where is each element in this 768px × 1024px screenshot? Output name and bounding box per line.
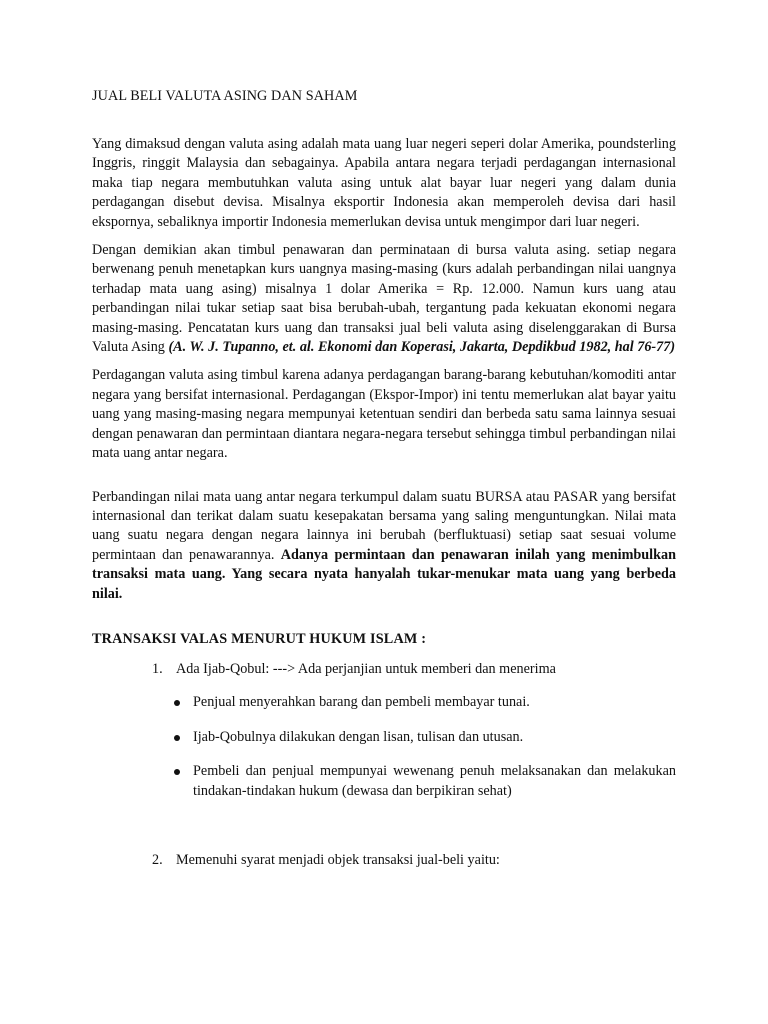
paragraph-valuta-definition: Yang dimaksud dengan valuta asing adalah mata uang luar negeri seperi dolar Amerika, poundsterling Inggris, ringgit Malaysia dan sebagainya. Apabila antara negara terjadi perdagangan internasional maka tiap negara membutuhkan valuta asing untuk alat bayar luar negeri yang dalam dunia perdagangan disebut devisa. Misalnya eksportir Indonesia akan memperoleh devisa dari hasil ekspornya, sebaliknya importir Indonesia memerlukan devisa untuk mengimpor dari luar negeri. [92,136,676,230]
citation: (A. W. J. Tupanno, et. al. Ekonomi dan Koperasi, Jakarta, Depdikbud 1982, hal 76-77) [168,339,676,356]
item-number: 2. [152,851,163,868]
bullet-icon [174,735,180,741]
document-page [92,88,676,870]
item-text: Ada Ijab-Qobul: ---> Ada perjanjian untuk memberi dan menerima [176,660,556,677]
bullet-icon [174,700,180,706]
list-item-text: Ijab-Qobulnya dilakukan dengan lisan, tulisan dan utusan. [193,728,524,745]
item-number: 1. [152,660,163,677]
paragraph-perdagangan: Perdagangan valuta asing timbul karena adanya perdagangan barang-barang kebutuhan/komoditi antar negara yang bersifat internasional. Perdagangan (Ekspor-Impor) ini tentu memerlukan alat bayar yaitu uang yang masing-masing negara mempunyai ketentuan sendiri dan berbeda satu sama lainnya sesuai dengan penawaran dan permintaan diantara negara-negara tersebut sehingga timbul perbandingan nilai mata uang antar negara. [92,367,676,462]
item-text: Memenuhi syarat menjadi objek transaksi jual-beli yaitu: [176,851,500,868]
numbered-item-2 [152,851,676,870]
numbered-item-1 [152,660,676,679]
list-item [193,728,676,747]
list-item [193,762,676,801]
bullet-list [92,693,676,801]
section-title: TRANSAKSI VALAS MENURUT HUKUM ISLAM : [92,630,427,647]
paragraph-perbandingan-emphasis: Adanya permintaan dan penawaran inilah yang menimbulkan transaksi mata uang. Yang secara nyata hanyalah tukar-menukar mata uang yang berbeda nilai. [92,546,676,602]
list-item [193,693,676,712]
list-item-text: Pembeli dan penjual mempunyai wewenang penuh melaksanakan dan melakukan tindakan-tindakan hukum (dewasa dan berpikiran sehat) [193,763,676,799]
paragraph-perbandingan [92,488,676,604]
document-title: JUAL BELI VALUTA ASING DAN SAHAM [92,88,358,104]
bullet-icon [174,769,180,775]
list-item-text: Penjual menyerahkan barang dan pembeli membayar tunai. [193,694,530,711]
paragraph-kurs [92,241,676,357]
paragraph-kurs-text: Dengan demikian akan timbul penawaran dan perminataan di bursa valuta asing. setiap negara berwenang penuh menetapkan kurs uangnya masing-masing (kurs adalah perbandingan nilai uangnya terhadap mata uang asing) misalnya 1 dolar Amerika = Rp. 12.000. Namun kurs uang atau perbandingan nilai tukar setiap saat bisa berubah-ubah, tergantung pada kekuatan ekonomi negara masing-masing. Pencatatan kurs uang dan transaksi jual beli valuta asing diselenggarakan di Bursa Valuta Asing [92,242,676,356]
paragraph-perbandingan-text: Perbandingan nilai mata uang antar negara terkumpul dalam suatu BURSA atau PASAR yang bersifat internasional dan terikat dalam suatu kesepakatan bersama yang saling menguntungkan. Nilai mata uang suatu negara dengan negara lainnya ini berubah (berfluktuasi) setiap saat sesuai volume permintaan dan penawarannya. [92,488,676,563]
